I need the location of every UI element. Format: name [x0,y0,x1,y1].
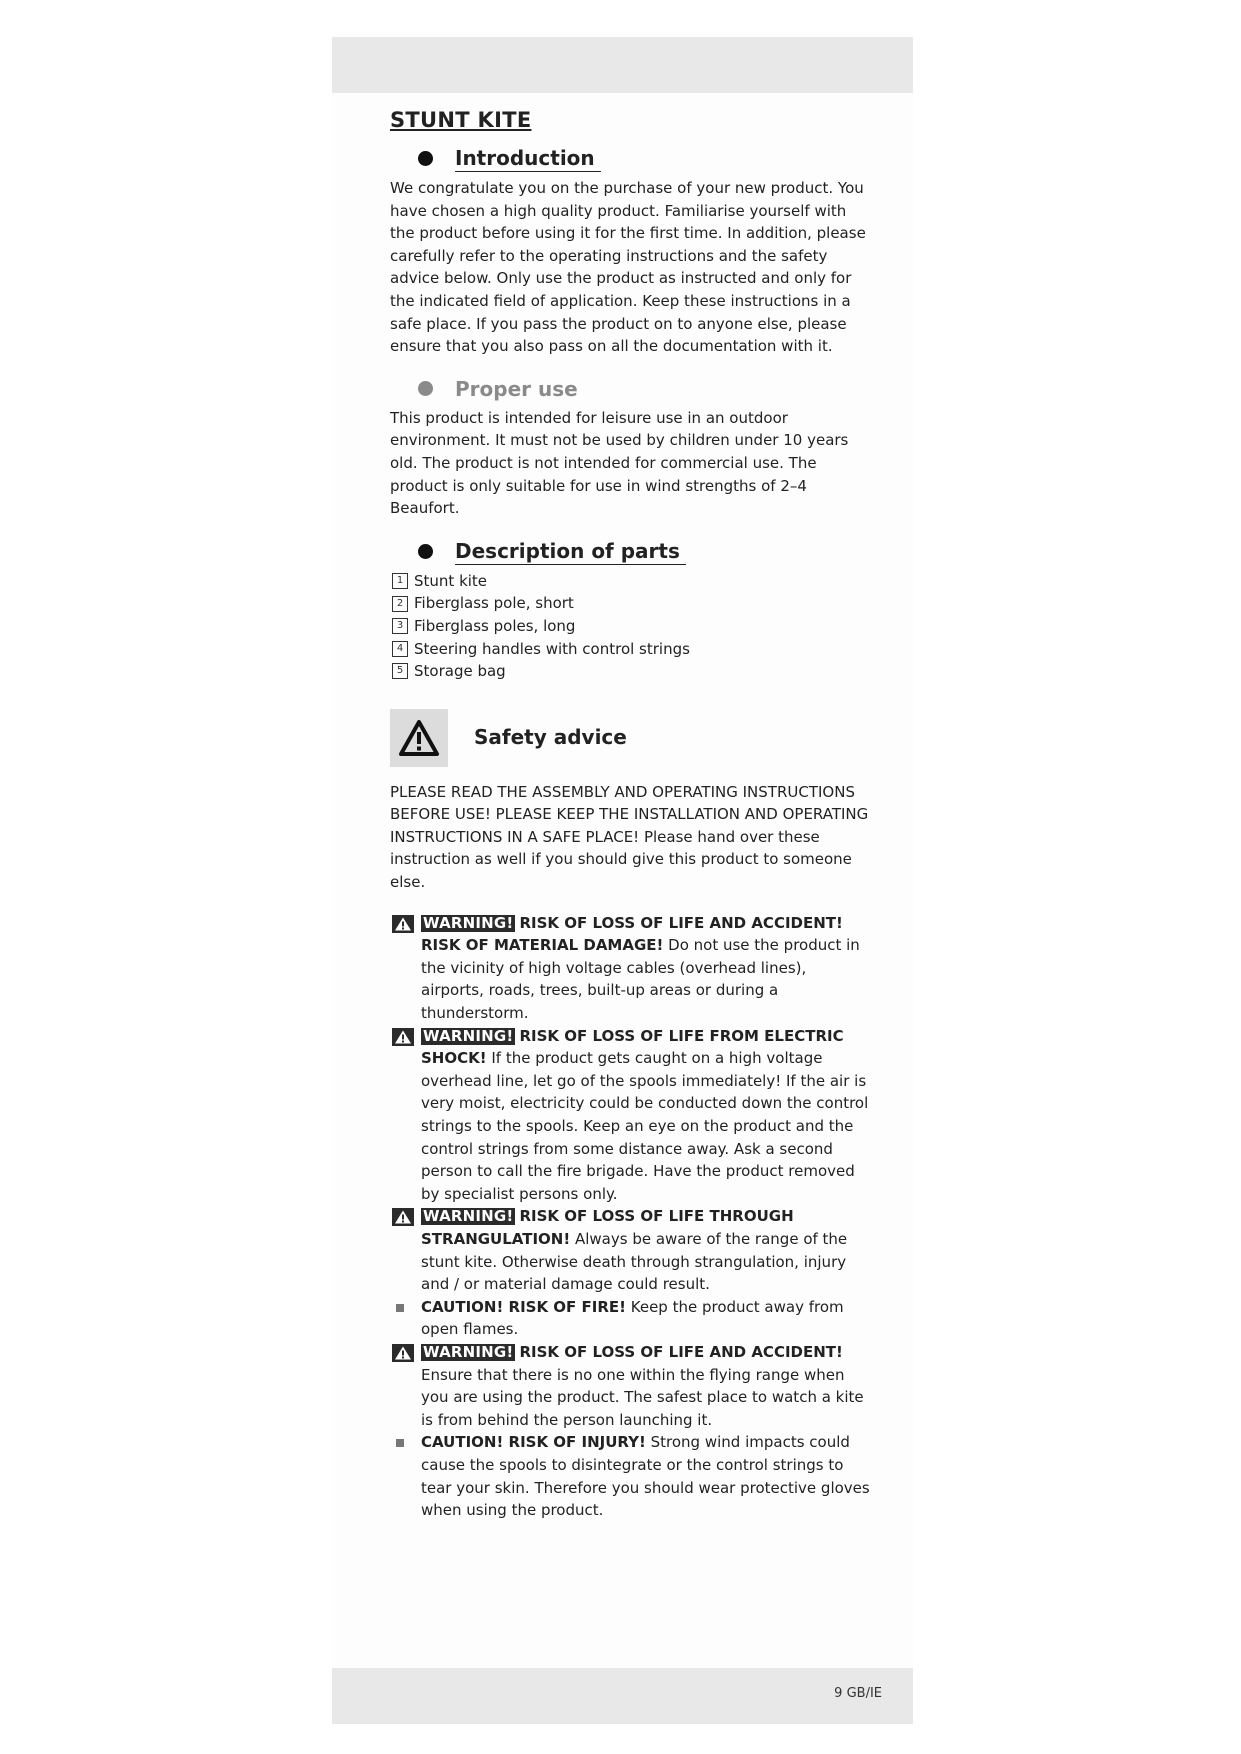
header-band [332,37,913,93]
warning-text: Strong wind impacts could cause the spools to disintegrate or the control strings to tear your skin. Therefore you should wear protective gloves when using the product. [421,1433,870,1520]
warning-triangle-icon [392,1208,414,1233]
manual-page [332,37,913,1724]
warning-badge: WARNING! [423,1207,514,1226]
square-bullet-icon [396,1304,404,1312]
document-title: STUNT KITE [390,108,532,132]
footer-band [332,1668,913,1724]
bullet-dot-icon [418,381,433,396]
list-item: 4 Steering handles with control strings [390,638,870,661]
bullet-dot-icon [418,544,433,559]
warning-badge: WARNING! [423,1026,514,1045]
warning-text: Keep the product away from open flames. [421,1297,844,1339]
parts-list [390,570,870,683]
safety-heading: Safety advice [390,709,870,767]
list-item: 3 Fiberglass poles, long [390,615,870,638]
warning-title: RISK OF LOSS OF LIFE AND ACCIDENT! RISK OF MATERIAL DAMAGE! [421,913,843,955]
proper-use-text: This product is intended for leisure use in an outdoor environment. It must not be used by children under 10 years old. The product is not intended for commercial use. The product is only suitable for use in wind strengths of 2–4 Beaufort. [390,408,849,518]
warning-text: If the product gets caught on a high voltage overhead line, let go of the spools immediately! If the air is very moist, electricity could be conducted down the control strings to the spools. Keep an eye on the product and the control strings from some distance away. Ask a second person to call the fire brigade. Have the product removed by specialist persons only. [421,1049,869,1203]
warning-badge: WARNING! [423,1342,514,1361]
parts-heading: Description of parts [390,538,870,565]
page-number: 9 GB/IE [834,1686,882,1701]
warning-text: Always be aware of the range of the stunt kite. Otherwise death through strangulation, injury and / or material damage could result. [421,1229,848,1294]
page-content [390,107,870,1522]
caution-item [390,1296,870,1341]
caution-item [390,1431,870,1521]
safety-intro: PLEASE READ THE ASSEMBLY AND OPERATING INSTRUCTIONS BEFORE USE! PLEASE KEEP THE INSTALLATION AND OPERATING INSTRUCTIONS IN A SAFE PLACE! Please hand over these instruction as well if you should give this product to someone else. [390,782,869,892]
warning-title: CAUTION! RISK OF FIRE! [421,1297,626,1316]
warning-item [390,1205,870,1295]
warning-title: RISK OF LOSS OF LIFE THROUGH STRANGULATION! [421,1207,794,1248]
warning-item [390,1341,870,1431]
warning-title: RISK OF LOSS OF LIFE AND ACCIDENT! [519,1342,843,1361]
list-item: 2 Fiberglass pole, short [390,592,870,615]
introduction-text: We congratulate you on the purchase of your new product. You have chosen a high quality product. Familiarise yourself with the product before using it for the first time. In addition, please carefully refer to the operating instructions and the safety advice below. Only use the product as instructed and only for the indicated field of application. Keep these instructions in a safe place. If you pass the product on to anyone else, please ensure that you also pass on all the documentation with it. [390,179,866,356]
warnings-list [390,912,870,1522]
warning-triangle-icon [392,1028,414,1053]
warning-item [390,912,870,1025]
warning-triangle-icon [392,915,414,940]
warning-title: CAUTION! RISK OF INJURY! [421,1433,646,1452]
warning-item [390,1025,870,1206]
warning-badge: WARNING! [423,913,514,932]
bullet-dot-icon [418,151,433,166]
warning-triangle-icon [392,1344,414,1369]
proper-use-heading: Proper use [390,376,870,402]
warning-triangle-icon [390,709,448,767]
warning-text: Do not use the product in the vicinity of high voltage cables (overhead lines), airports, roads, trees, built-up areas or during a thunderstorm. [421,936,860,1023]
list-item: 1 Stunt kite [390,570,870,593]
introduction-heading: Introduction [390,145,870,172]
square-bullet-icon [396,1439,404,1447]
list-item: 5 Storage bag [390,660,870,683]
warning-title: RISK OF LOSS OF LIFE FROM ELECTRIC SHOCK! [421,1026,844,1068]
warning-text: Ensure that there is no one within the flying range when you are using the product. The safest place to watch a kite is from behind the person launching it. [421,1365,864,1429]
